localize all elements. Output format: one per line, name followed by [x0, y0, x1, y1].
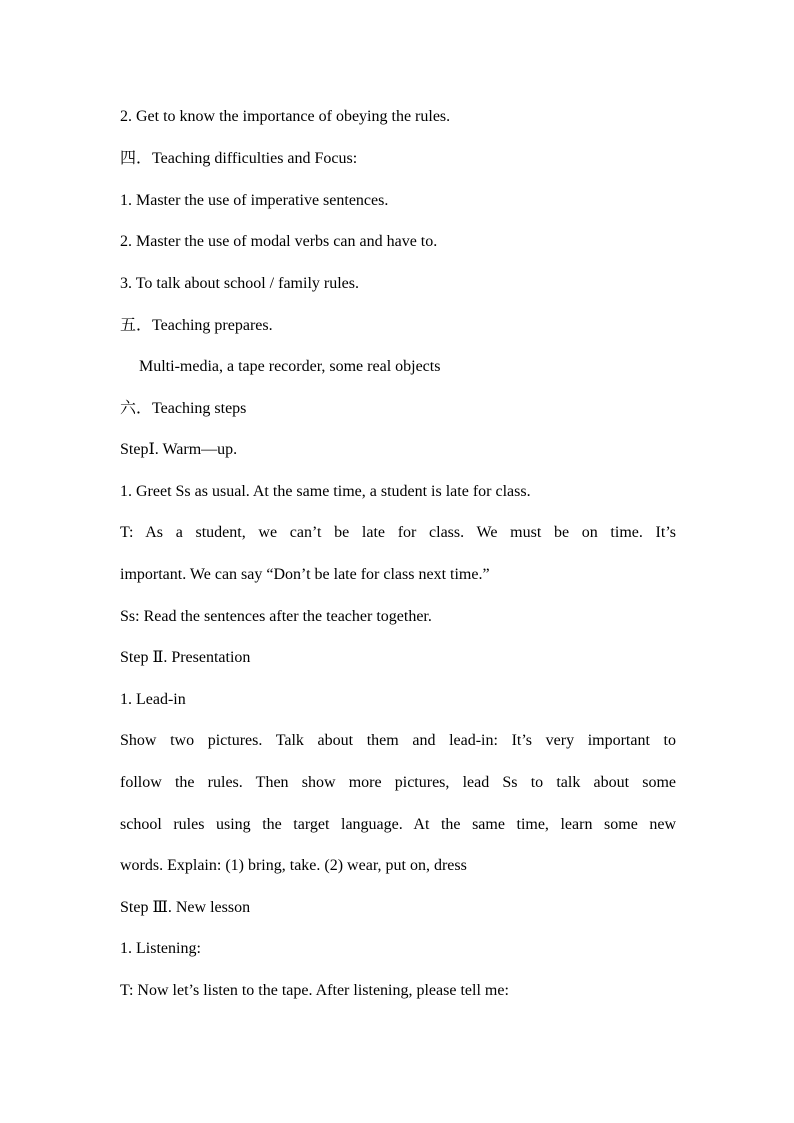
- section-heading-steps: 六．Teaching steps: [120, 400, 247, 417]
- prepares-text: Multi-media, a tape recorder, some real objects: [139, 358, 441, 375]
- focus-item-3: 3. To talk about school / family rules.: [120, 275, 359, 292]
- section-heading-difficulties: 四．Teaching difficulties and Focus:: [120, 150, 358, 167]
- step-1-item-1: 1. Greet Ss as usual. At the same time, a student is late for class.: [120, 483, 531, 500]
- step-3-heading: Step Ⅲ. New lesson: [120, 899, 251, 916]
- teacher-line-1: T: As a student, we can’t be late for class. We must be on time. It’s: [120, 524, 676, 541]
- section-heading-prepares: 五．Teaching prepares.: [120, 317, 273, 334]
- objective-2: 2. Get to know the importance of obeying the rules.: [120, 108, 451, 125]
- lead-in-paragraph-line-1: Show two pictures. Talk about them and lead-in: It’s very important to: [120, 732, 676, 749]
- step-2-heading: Step Ⅱ. Presentation: [120, 649, 251, 666]
- focus-item-2: 2. Master the use of modal verbs can and have to.: [120, 233, 438, 250]
- step-1-heading: StepⅠ. Warm—up.: [120, 441, 238, 458]
- students-line: Ss: Read the sentences after the teacher together.: [120, 608, 432, 625]
- teacher-line-2: important. We can say “Don’t be late for class next time.”: [120, 566, 490, 583]
- lead-in-paragraph-line-4: words. Explain: (1) bring, take. (2) wear, put on, dress: [120, 857, 467, 874]
- focus-item-1: 1. Master the use of imperative sentences.: [120, 192, 389, 209]
- lead-in-paragraph-line-3: school rules using the target language. At the same time, learn some new: [120, 816, 676, 833]
- listening-instruction: T: Now let’s listen to the tape. After listening, please tell me:: [120, 982, 509, 999]
- listening-heading: 1. Listening:: [120, 940, 201, 957]
- lead-in-paragraph-line-2: follow the rules. Then show more pictures, lead Ss to talk about some: [120, 774, 676, 791]
- lead-in-heading: 1. Lead-in: [120, 691, 186, 708]
